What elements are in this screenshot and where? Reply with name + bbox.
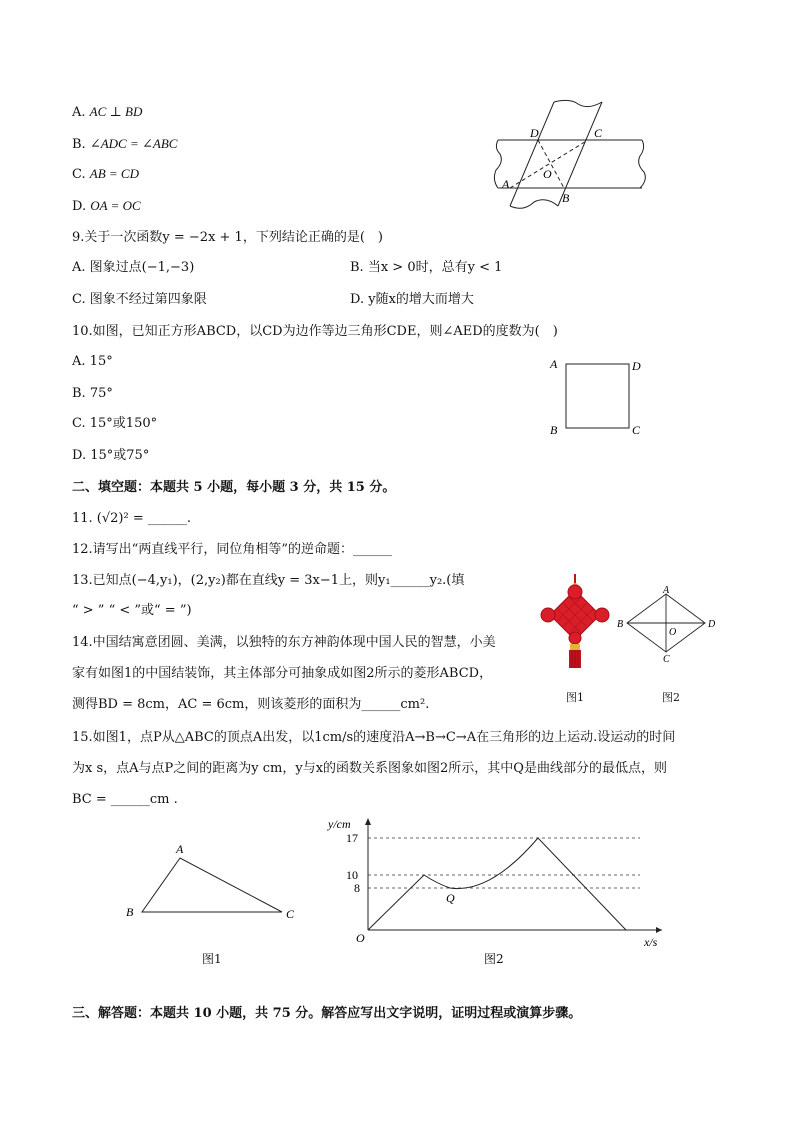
x-axis-arrow-icon: [656, 927, 662, 933]
tick-label-17: 17: [346, 831, 358, 845]
q15-line2: 为x s，点A与点P之间的距离为y cm，y与x的函数关系图象如图2所示，其中Q是曲线部分的最低点，则: [72, 761, 667, 776]
q15-function-graph: [320, 812, 680, 948]
q10-label-b: B: [550, 423, 558, 437]
q10-option-c: C. 15°或150°: [72, 416, 158, 431]
q14-rhombus-figure: [612, 584, 722, 664]
q9-option-d: D. y随x的增大而增大: [350, 292, 474, 307]
q15-fig2-caption: 图2: [484, 952, 504, 966]
q8-option-c: C. AB = CD: [72, 166, 139, 182]
section3-heading: 三、解答题：本题共 10 小题，共 75 分。解答应写出文字说明，证明过程或演算步骤。: [72, 1006, 582, 1021]
q11-text: 11. (√2)² = ______.: [72, 511, 192, 526]
q8-label-o: O: [543, 167, 552, 181]
q15-label-c: C: [286, 907, 295, 921]
q8-option-a: A. AC ⊥ BD: [72, 104, 143, 120]
q8-label-a: A: [502, 177, 510, 191]
q8-option-b: B. ∠ADC = ∠ABC: [72, 136, 178, 152]
q10-square-figure: [546, 354, 646, 438]
q15-fig1-caption: 图1: [202, 952, 222, 966]
q10-label-c: C: [632, 423, 641, 437]
q15-label-a: A: [176, 842, 184, 856]
q15-line1: 15.如图1，点P从△ABC的顶点A出发，以1cm/s的速度沿A→B→C→A在三角形的边上运动.设运动的时间: [72, 730, 676, 745]
q13-line2: “ > ” “ < ”或“ = ”): [72, 603, 192, 618]
point-q-label: Q: [446, 891, 455, 905]
q10-stem: 10.如图，已知正方形ABCD，以CD为边作等边三角形CDE，则∠AED的度数为( ): [72, 324, 558, 339]
q10-option-a: A. 15°: [72, 354, 113, 369]
q14-line1: 14.中国结寓意团圆、美满，以独特的东方神韵体现中国人民的智慧，小美: [72, 635, 496, 650]
q9-option-b: B. 当x > 0时，总有y < 1: [350, 260, 503, 275]
q14-label-o: O: [669, 627, 677, 638]
q9-option-a: A. 图象过点(−1,−3): [72, 260, 195, 275]
chinese-knot-image: [536, 574, 614, 670]
function-curve: [368, 838, 626, 930]
q14-label-d: D: [708, 619, 716, 630]
q10-label-a: A: [550, 357, 558, 371]
q14-fig1-caption: 图1: [566, 691, 584, 704]
q9-option-c: C. 图象不经过第四象限: [72, 292, 207, 307]
q14-line2: 家有如图1的中国结装饰，其主体部分可抽象成如图2所示的菱形ABCD，: [72, 666, 493, 681]
q14-fig2-caption: 图2: [662, 691, 680, 704]
q10-label-d: D: [632, 359, 641, 373]
x-axis-label: x/s: [644, 935, 658, 948]
q10-option-b: B. 75°: [72, 386, 113, 401]
origin-label: O: [356, 931, 365, 945]
q13-line1: 13.已知点(−4,y₁)，(2,y₂)都在直线y = 3x−1上，则y₁______y₂.(填: [72, 573, 465, 588]
y-axis-label: y/cm: [328, 817, 351, 831]
tick-label-10: 10: [346, 868, 358, 882]
tick-label-8: 8: [354, 881, 360, 895]
q15-triangle-figure: [120, 838, 306, 928]
q8-label-d: D: [530, 126, 539, 140]
q8-label-b: B: [562, 191, 570, 205]
section2-heading: 二、填空题：本题共 5 小题，每小题 3 分，共 15 分。: [72, 480, 396, 495]
q9-stem: 9.关于一次函数y = −2x + 1，下列结论正确的是( ): [72, 230, 383, 245]
q14-label-a: A: [663, 585, 670, 596]
y-axis-arrow-icon: [365, 818, 371, 825]
q14-label-c: C: [663, 654, 670, 664]
q15-line3: BC = ______cm .: [72, 792, 178, 807]
q14-line3: 测得BD = 8cm，AC = 6cm，则该菱形的面积为______cm².: [72, 697, 430, 712]
q8-label-c: C: [594, 126, 603, 140]
q8-option-d: D. OA = OC: [72, 198, 141, 214]
q10-option-d: D. 15°或75°: [72, 448, 150, 463]
q8-parallelogram-figure: [490, 96, 650, 216]
q14-label-b: B: [617, 619, 624, 630]
q12-text: 12.请写出“两直线平行，同位角相等”的逆命题：______: [72, 542, 392, 557]
q15-label-b: B: [126, 905, 134, 919]
